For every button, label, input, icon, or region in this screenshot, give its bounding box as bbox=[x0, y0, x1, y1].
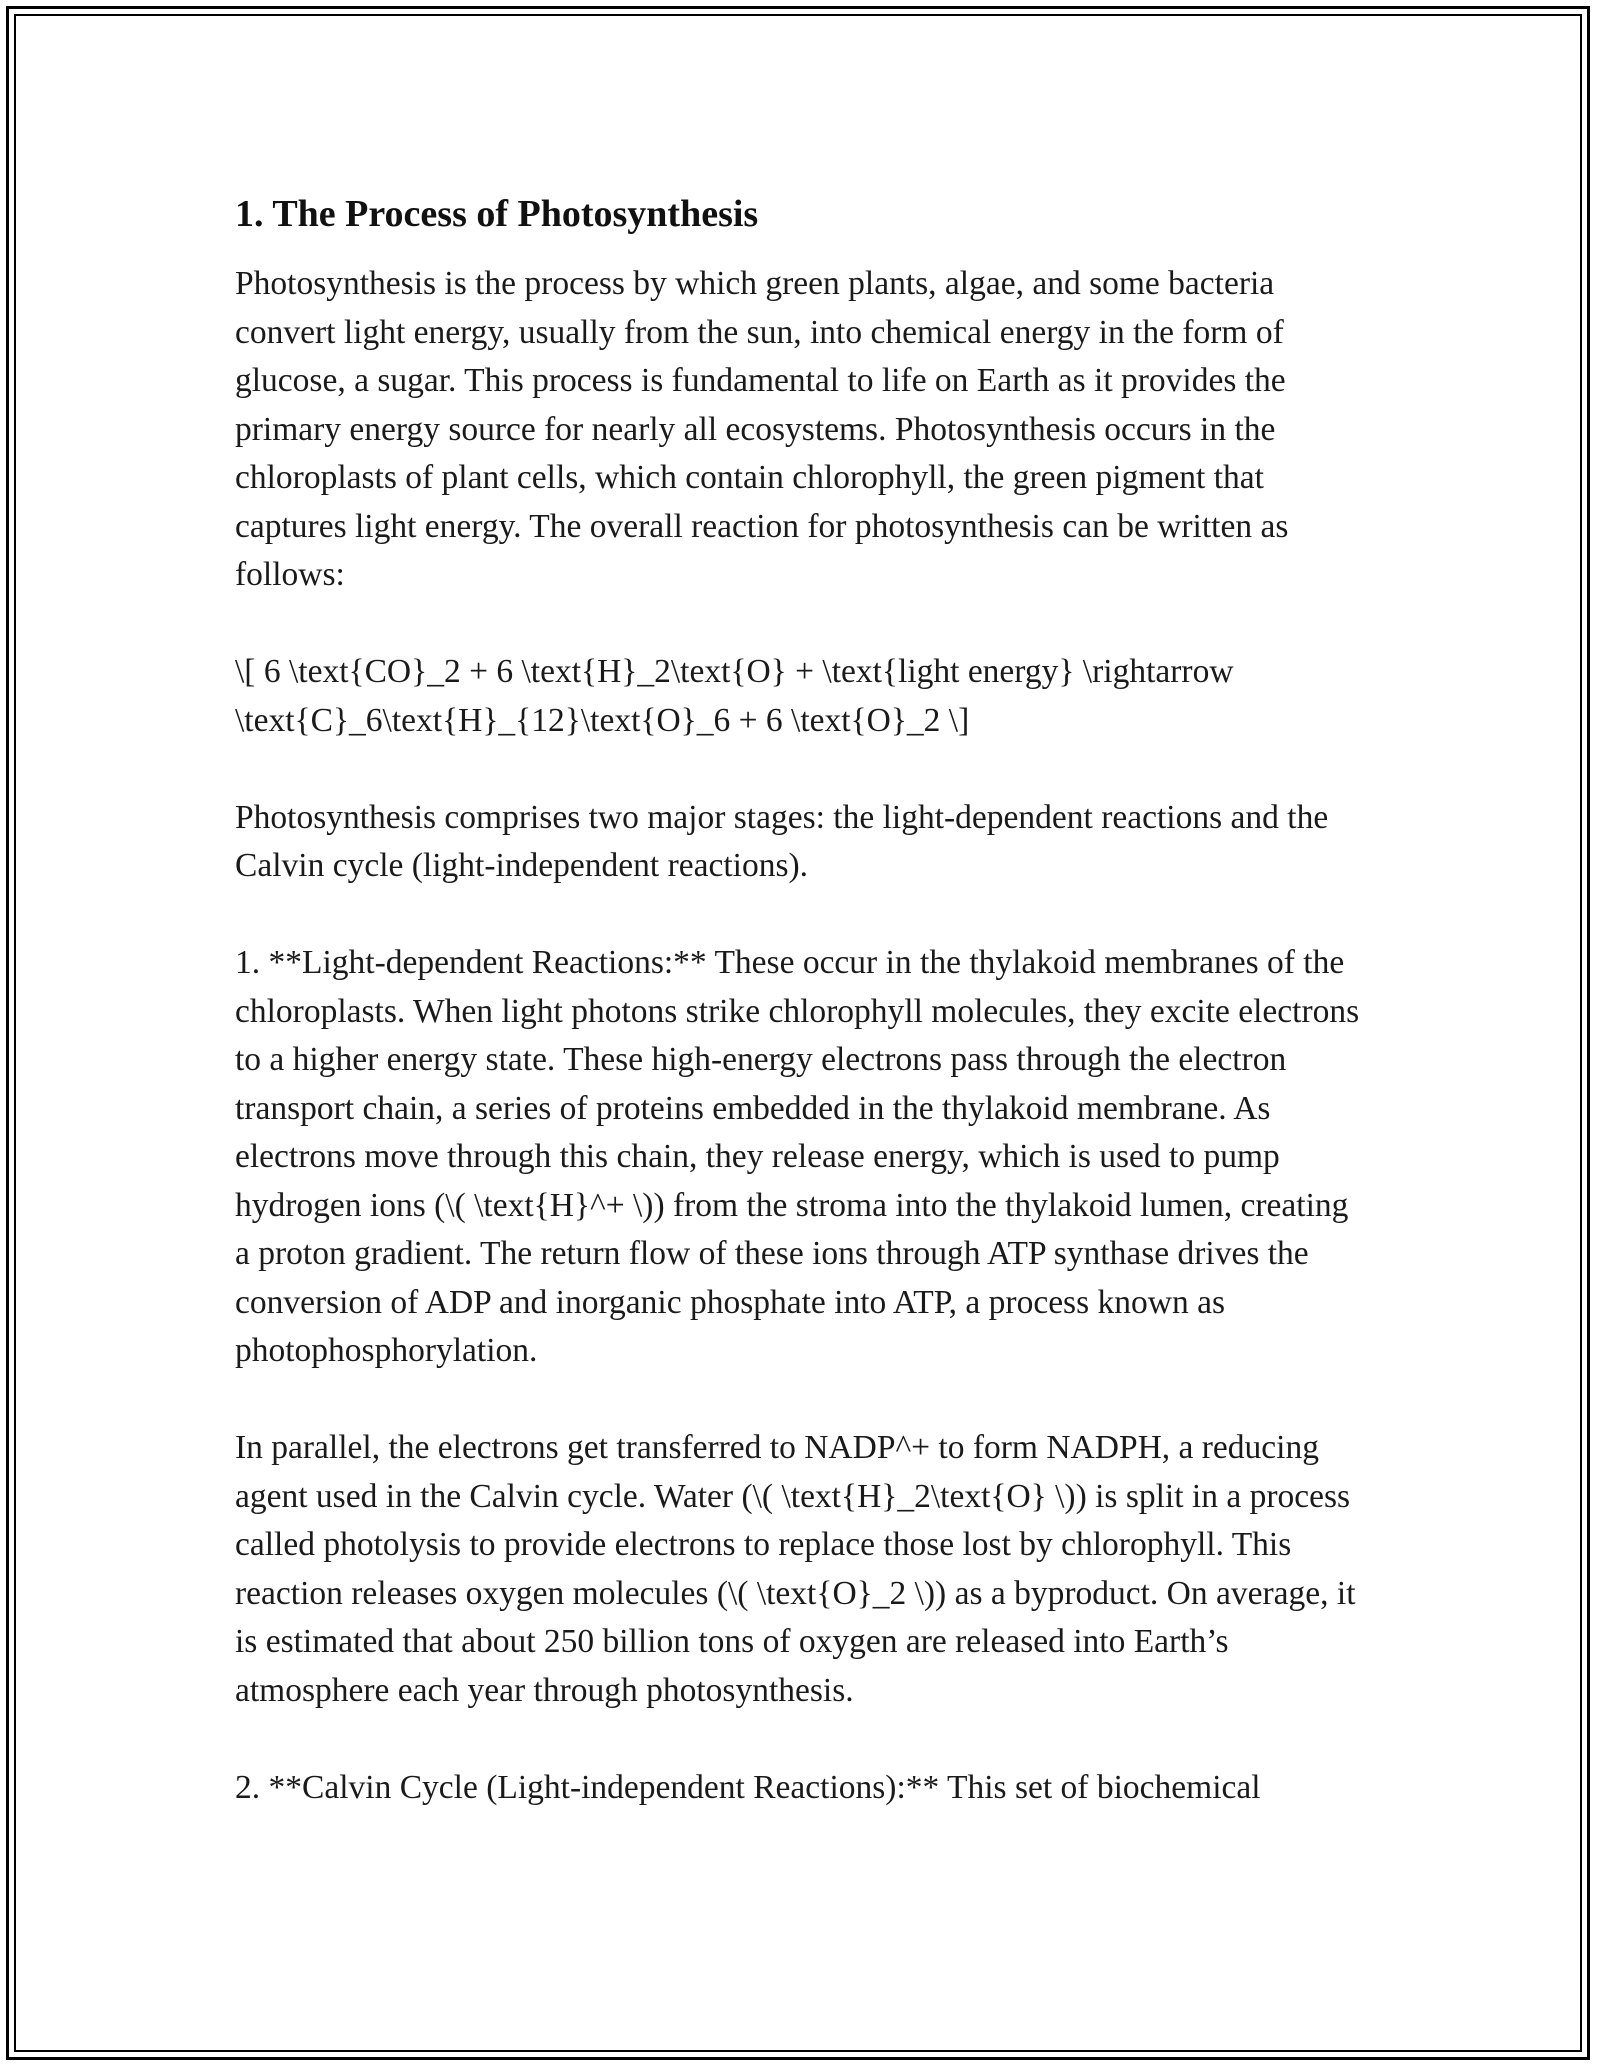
paragraph-intro: Photosynthesis is the process by which green plants, algae, and some bacteria convert light energy, usually from the sun, into chemical energy in the form of glucose, a sugar. This process is fundamental to life on Earth as it provides the primary energy source for nearly all ecosystems. Photosynthesis occurs in the chloroplasts of plant cells, which contain chlorophyll, the green pigment that captures light energy. The overall reaction for photosynthesis can be written as follows: bbox=[235, 265, 1289, 593]
paragraph-calvin-cycle: 2. **Calvin Cycle (Light-independent Reactions):** This set of biochemical bbox=[235, 1768, 1261, 1806]
document-body bbox=[235, 188, 1365, 1861]
section-heading: 1. The Process of Photosynthesis bbox=[235, 193, 759, 235]
paragraph-stages: Photosynthesis comprises two major stages: the light-dependent reactions and the Calvin cycle (light-independent reactions). bbox=[235, 798, 1329, 884]
paragraph-light-dependent: 1. **Light-dependent Reactions:** These occur in the thylakoid membranes of the chloroplasts. When light photons strike chlorophyll molecules, they excite electrons to a higher energy state. These high-energy electrons pass through the electron transport chain, a series of proteins embedded in the thylakoid membrane. As electrons move through this chain, they release energy, which is used to pump hydrogen ions (\( \text{H}^+ \)) from the stroma into the thylakoid lumen, creating a proton gradient. The return flow of these ions through ATP synthase drives the conversion of ADP and inorganic phosphate into ATP, a process known as photophosphorylation. bbox=[235, 944, 1360, 1369]
paragraph-equation: \[ 6 \text{CO}_2 + 6 \text{H}_2\text{O} + \text{light energy} \rightarrow \text{C}_6\text{H}_{12}\text{O}_6 + 6 \text{O}_2 \] bbox=[235, 653, 1234, 739]
paragraph-parallel: In parallel, the electrons get transferred to NADP^+ to form NADPH, a reducing agent used in the Calvin cycle. Water (\( \text{H}_2\text{O} \)) is split in a process called photolysis to provide electrons to replace those lost by chlorophyll. This reaction releases oxygen molecules (\( \text{O}_2 \)) as a byproduct. On average, it is estimated that about 250 billion tons of oxygen are released into Earth’s atmosphere each year through photosynthesis. bbox=[235, 1429, 1356, 1709]
